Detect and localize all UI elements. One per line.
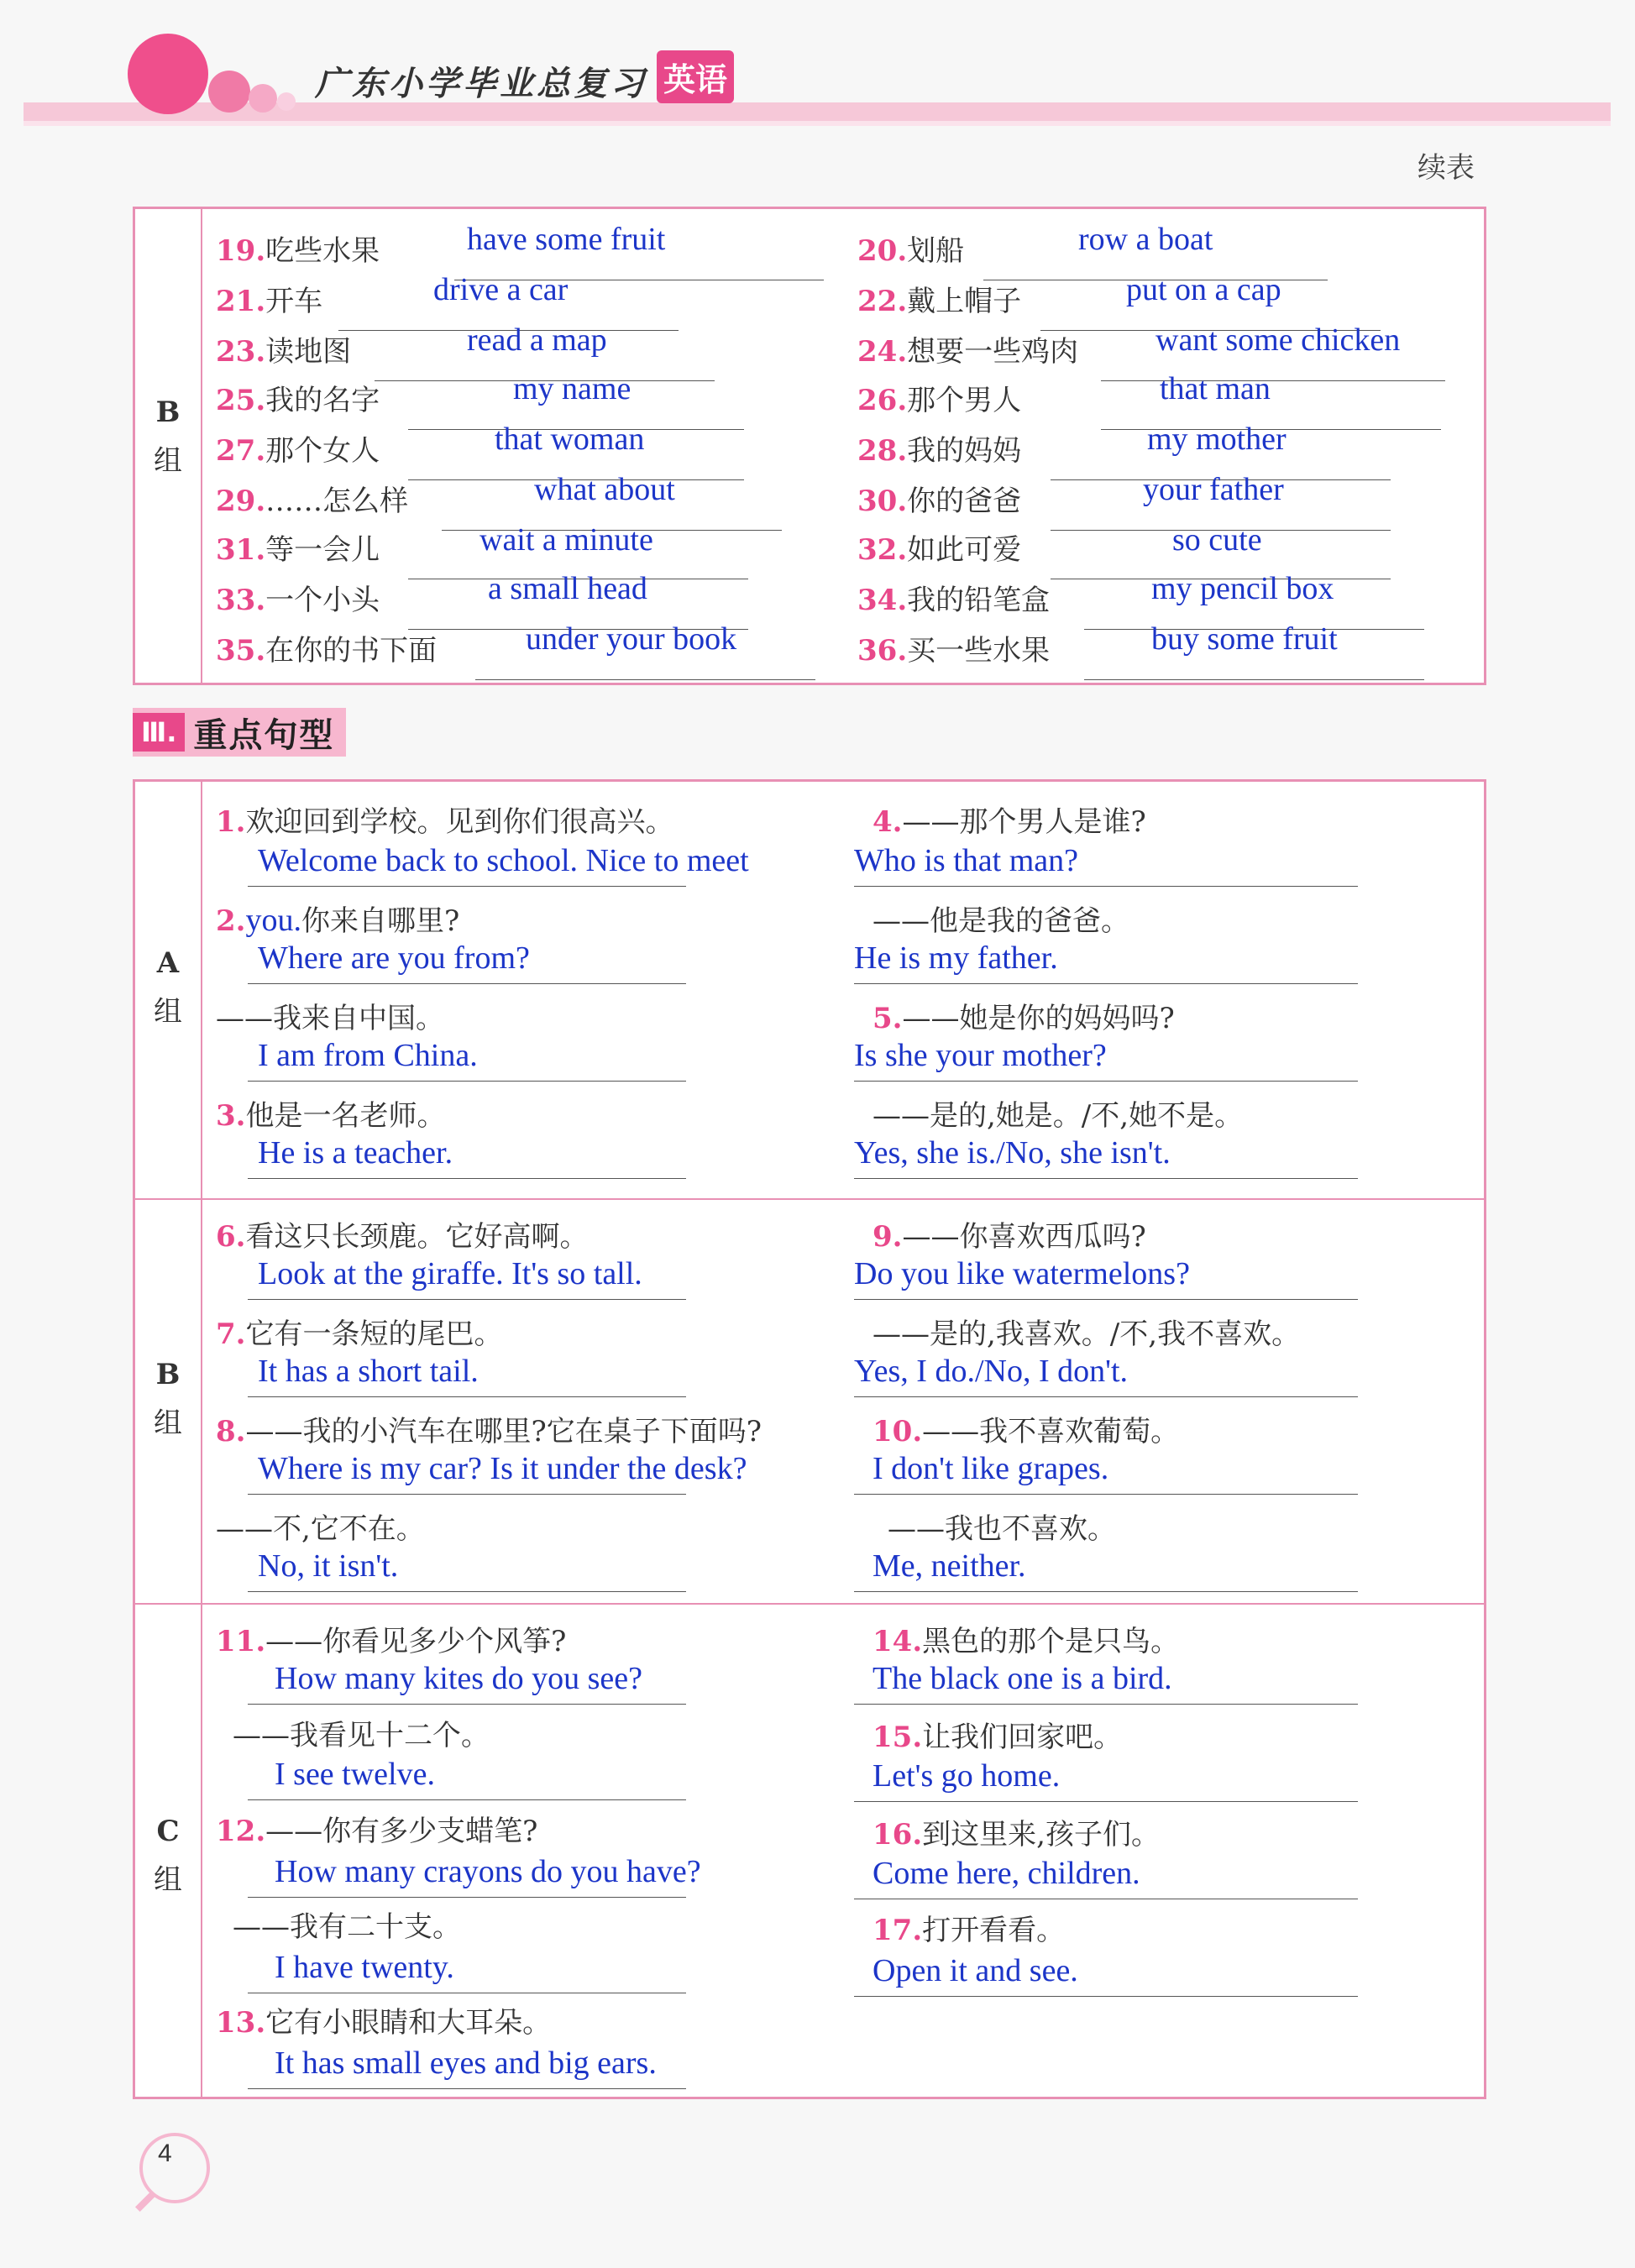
- answer-underline: [248, 1081, 686, 1082]
- item-number: 10.: [873, 1415, 923, 1448]
- sentence-answer: No, it isn't.: [258, 1548, 399, 1584]
- item-number: 36.: [857, 634, 908, 668]
- item-number: 26.: [857, 384, 908, 417]
- sentence-prompt: [873, 1618, 1179, 1659]
- header-circle-medium: [208, 71, 250, 113]
- prompt-chinese: 看这只长颈鹿。它好高啊。: [245, 1220, 589, 1254]
- vocab-item-prompt: [216, 526, 380, 568]
- sentence-answer: Yes, she is./No, she isn't.: [854, 1135, 1171, 1171]
- sentence-prompt: [888, 1506, 1116, 1547]
- item-number: 14.: [873, 1625, 923, 1658]
- sentence-prompt: [216, 995, 444, 1036]
- vocab-answer: my mother: [1147, 422, 1287, 457]
- sentence-prompt: [216, 1311, 503, 1352]
- prompt-chinese: 想要一些鸡肉: [907, 335, 1079, 369]
- prompt-chinese: 我的妈妈: [907, 434, 1022, 468]
- vocab-answer: under your book: [526, 621, 737, 657]
- sentence-prompt: [873, 799, 1146, 840]
- sentence-answer: Me, neither.: [873, 1548, 1026, 1584]
- item-number: 12.: [216, 1815, 266, 1848]
- vocab-item-prompt: [857, 478, 1021, 519]
- item-number: 15.: [873, 1721, 923, 1754]
- item-number: 8.: [216, 1415, 246, 1448]
- prompt-chinese: ——不,它不在。: [216, 1512, 425, 1546]
- vocab-answer: read a map: [467, 322, 607, 358]
- page-number-ring-handle: [135, 2192, 155, 2212]
- answer-underline: [854, 1494, 1358, 1495]
- item-number: 30.: [857, 485, 908, 518]
- vocab-answer: that man: [1160, 371, 1271, 406]
- vocab-item-prompt: [216, 627, 437, 668]
- vocab-item-prompt: [216, 427, 380, 469]
- vocab-answer: have some fruit: [467, 222, 666, 257]
- vocab-item-prompt: [216, 228, 380, 269]
- vocab-answer: so cute: [1172, 522, 1262, 558]
- prompt-chinese: 你的爸爸: [907, 485, 1022, 518]
- item-number: 31.: [216, 533, 266, 567]
- sentence-prompt: [873, 1213, 1146, 1254]
- sentence-answer: Open it and see.: [873, 1953, 1078, 1988]
- section-heading: [133, 708, 346, 757]
- item-number: 3.: [216, 1099, 246, 1133]
- answer-underline: [854, 1081, 1358, 1082]
- sentence-prompt: [216, 1618, 566, 1659]
- prompt-chinese: ——她是你的妈妈吗?: [902, 1002, 1175, 1035]
- item-number: 1.: [216, 805, 246, 839]
- prompt-chinese: ——是的,我喜欢。/不,我不喜欢。: [873, 1317, 1301, 1351]
- item-number: 13.: [216, 2006, 266, 2040]
- item-number: 17.: [873, 1914, 923, 1947]
- answer-underline: [854, 1704, 1358, 1705]
- sentence-answer: It has a short tail.: [258, 1354, 479, 1389]
- sentence-answer: How many kites do you see?: [275, 1661, 642, 1696]
- item-number: 35.: [216, 634, 266, 668]
- prompt-chinese: ——我来自中国。: [216, 1002, 444, 1035]
- prompt-chinese: 那个女人: [265, 434, 380, 468]
- vocab-answer: want some chicken: [1156, 322, 1401, 358]
- sentence-prompt: [873, 1092, 1243, 1134]
- item-number: 34.: [857, 584, 908, 617]
- prompt-chinese: 打开看看。: [922, 1914, 1066, 1947]
- prompt-chinese: ——我也不喜欢。: [888, 1512, 1116, 1546]
- sentence-answer: Do you like watermelons?: [854, 1256, 1190, 1291]
- sentence-prompt: [873, 1714, 1122, 1755]
- group-a-char: 组: [154, 995, 182, 1029]
- answer-underline: [854, 1299, 1358, 1300]
- sentence-answer: It has small eyes and big ears.: [275, 2045, 657, 2081]
- vocab-item-prompt: [216, 377, 380, 418]
- sentence-answer: Let's go home.: [873, 1758, 1061, 1794]
- item-number: 22.: [857, 285, 908, 318]
- page-number: 4: [158, 2140, 172, 2167]
- sentence-answer: Is she your mother?: [854, 1038, 1107, 1073]
- sentence-answer: Yes, I do./No, I don't.: [854, 1354, 1129, 1389]
- prompt-chinese: ——你有多少支蜡笔?: [265, 1815, 538, 1848]
- sentence-prompt: [873, 898, 1129, 939]
- prompt-chinese: 读地图: [265, 335, 352, 369]
- sentence-answer: I see twelve.: [275, 1757, 435, 1792]
- sentence-prompt: [873, 1811, 1160, 1852]
- sentence-answer: Where is my car? Is it under the desk?: [258, 1451, 747, 1486]
- vocab-item-prompt: [857, 627, 1050, 668]
- answer-underline: [248, 1591, 686, 1592]
- item-number: 27.: [216, 434, 266, 468]
- header-circle-small: [249, 84, 277, 113]
- answer-underline: [1084, 679, 1424, 680]
- sentence-answer: Where are you from?: [258, 940, 530, 976]
- answer-underline: [854, 1996, 1358, 1997]
- vocab-item-prompt: [857, 228, 964, 269]
- item-number: 7.: [216, 1317, 246, 1351]
- group-b-letter: B: [155, 1358, 181, 1391]
- vocab-item-prompt: [216, 478, 408, 519]
- prompt-chinese: ——他是我的爸爸。: [873, 904, 1129, 938]
- answer-underline: [1101, 380, 1445, 381]
- prompt-chinese: 你来自哪里?: [301, 904, 460, 938]
- group-b-char: 组: [154, 1406, 182, 1440]
- prompt-chinese: ——那个男人是谁?: [902, 805, 1146, 839]
- prompt-chinese: 那个男人: [907, 384, 1022, 417]
- vocab-answer: your father: [1143, 472, 1284, 507]
- vocab-item-prompt: [216, 278, 322, 319]
- vocab-answer: drive a car: [433, 272, 569, 307]
- answer-underline: [248, 1494, 686, 1495]
- answer-underline: [248, 1799, 686, 1800]
- sentence-answer: Come here, children.: [873, 1856, 1140, 1891]
- group-label-char: 组: [154, 444, 182, 478]
- answer-underline: [248, 886, 686, 887]
- item-number: 21.: [216, 285, 266, 318]
- item-number: 25.: [216, 384, 266, 417]
- prompt-chinese: 到这里来,孩子们。: [922, 1818, 1160, 1852]
- sentence-prompt: [216, 1213, 589, 1254]
- sentence-prompt: [216, 898, 459, 939]
- item-number: 5.: [873, 1002, 903, 1035]
- prompt-chinese: ——我的小汽车在哪里?它在桌子下面吗?: [245, 1415, 762, 1448]
- prompt-chinese: ——我有二十支。: [233, 1910, 461, 1944]
- answer-underline: [248, 1299, 686, 1300]
- prompt-chinese: ——我不喜欢葡萄。: [922, 1415, 1180, 1448]
- series-title: 广东小学毕业总复习: [315, 65, 647, 103]
- answer-underline: [248, 1396, 686, 1397]
- prompt-chinese: 我的铅笔盒: [907, 584, 1051, 617]
- prompt-chinese: 黑色的那个是只鸟。: [922, 1625, 1180, 1658]
- sentence-prompt: [233, 1904, 461, 1945]
- wrapped-answer-tail: you.: [245, 903, 301, 938]
- item-number: 24.: [857, 335, 908, 369]
- section-number: Ⅲ.: [133, 713, 185, 752]
- sentence-prompt: [216, 1808, 537, 1849]
- item-number: 9.: [873, 1220, 903, 1254]
- item-number: 29.: [216, 485, 266, 518]
- header-circle-tiny: [277, 92, 296, 111]
- answer-underline: [854, 1801, 1358, 1802]
- prompt-chinese: 它有小眼睛和大耳朵。: [265, 2006, 552, 2040]
- sentence-answer: I don't like grapes.: [873, 1451, 1109, 1486]
- prompt-chinese: ……怎么样: [265, 485, 409, 518]
- vocab-item-prompt: [857, 328, 1078, 369]
- sentence-prompt: [873, 1408, 1179, 1449]
- item-number: 33.: [216, 584, 266, 617]
- group-divider-ab: [135, 1198, 1484, 1200]
- prompt-chinese: ——是的,她是。/不,她不是。: [873, 1099, 1244, 1133]
- sentence-prompt: [216, 1506, 425, 1547]
- answer-underline: [854, 1396, 1358, 1397]
- prompt-chinese: 它有一条短的尾巴。: [245, 1317, 503, 1351]
- subject-badge: 英语: [657, 50, 734, 103]
- vocab-answer: buy some fruit: [1151, 621, 1338, 657]
- item-number: 20.: [857, 234, 908, 268]
- vocab-answer: wait a minute: [479, 522, 653, 558]
- group-c-letter: C: [156, 1815, 180, 1848]
- sentence-prompt: [233, 1712, 490, 1753]
- header-band-shade: [24, 121, 1611, 126]
- item-number: 2.: [216, 904, 246, 938]
- prompt-chinese: 吃些水果: [265, 234, 380, 268]
- sentence-prompt: [873, 1907, 1065, 1948]
- item-number: 28.: [857, 434, 908, 468]
- answer-underline: [475, 679, 815, 680]
- answer-underline: [854, 1178, 1358, 1179]
- vocab-item-prompt: [857, 427, 1021, 469]
- sentence-prompt: [216, 799, 674, 840]
- vocab-item-prompt: [857, 377, 1021, 418]
- sentence-answer: Welcome back to school. Nice to meet: [258, 843, 749, 878]
- prompt-chinese: ——我看见十二个。: [233, 1719, 490, 1752]
- sentence-prompt: [216, 1408, 762, 1449]
- sentence-prompt: [873, 1311, 1300, 1352]
- vocab-answer: a small head: [488, 571, 647, 606]
- answer-underline: [248, 1704, 686, 1705]
- item-number: 16.: [873, 1818, 923, 1852]
- group-c-char: 组: [154, 1863, 182, 1897]
- vocab-answer: what about: [534, 472, 675, 507]
- answer-underline: [854, 886, 1358, 887]
- prompt-chinese: 开车: [265, 285, 323, 318]
- sentence-answer: I have twenty.: [275, 1950, 454, 1985]
- sentence-answer: How many crayons do you have?: [275, 1854, 701, 1889]
- prompt-chinese: 划船: [907, 234, 965, 268]
- vocab-item-prompt: [857, 577, 1050, 618]
- group-divider-bc: [135, 1603, 1484, 1605]
- prompt-chinese: 买一些水果: [907, 634, 1051, 668]
- sentence-prompt: [216, 1092, 446, 1134]
- prompt-chinese: ——你看见多少个风筝?: [265, 1625, 567, 1658]
- vocab-answer: put on a cap: [1126, 272, 1281, 307]
- answer-underline: [248, 983, 686, 984]
- sentence-answer: Who is that man?: [854, 843, 1078, 878]
- prompt-chinese: 让我们回家吧。: [922, 1721, 1123, 1754]
- vocab-answer: row a boat: [1078, 222, 1213, 257]
- sentence-answer: The black one is a bird.: [873, 1661, 1172, 1696]
- vocab-answer: that woman: [495, 422, 645, 457]
- prompt-chinese: 一个小头: [265, 584, 380, 617]
- group-a-letter: A: [156, 946, 180, 980]
- vocab-item-prompt: [216, 328, 351, 369]
- vocab-item-prompt: [857, 278, 1021, 319]
- vocab-item-prompt: [216, 577, 380, 618]
- prompt-chinese: 如此可爱: [907, 533, 1022, 567]
- answer-underline: [854, 983, 1358, 984]
- prompt-chinese: 他是一名老师。: [245, 1099, 446, 1133]
- prompt-chinese: ——你喜欢西瓜吗?: [902, 1220, 1146, 1254]
- continued-label: 续表: [1418, 151, 1475, 185]
- header-circle-large: [128, 34, 208, 114]
- item-number: 32.: [857, 533, 908, 567]
- vocab-table: [133, 207, 1486, 685]
- sentence-answer: I am from China.: [258, 1038, 478, 1073]
- prompt-chinese: 欢迎回到学校。见到你们很高兴。: [245, 805, 674, 839]
- section-title: 重点句型: [193, 715, 335, 755]
- item-number: 23.: [216, 335, 266, 369]
- prompt-chinese: 等一会儿: [265, 533, 380, 567]
- item-number: 11.: [216, 1625, 266, 1658]
- answer-underline: [248, 1178, 686, 1179]
- answer-underline: [248, 2088, 686, 2089]
- item-number: 6.: [216, 1220, 246, 1254]
- answer-underline: [854, 1591, 1358, 1592]
- prompt-chinese: 戴上帽子: [907, 285, 1022, 318]
- vocab-item-prompt: [857, 526, 1021, 568]
- vocab-answer: my pencil box: [1151, 571, 1334, 606]
- sentence-prompt: [216, 1999, 551, 2040]
- sentence-table: [133, 779, 1486, 2099]
- vocab-answer: my name: [513, 371, 631, 406]
- group-label-letter: B: [155, 395, 181, 429]
- sentence-prompt: [873, 995, 1175, 1036]
- sentence-answer: He is my father.: [854, 940, 1058, 976]
- item-number: 19.: [216, 234, 266, 268]
- sentence-answer: He is a teacher.: [258, 1135, 453, 1171]
- answer-underline: [248, 1897, 686, 1898]
- sentence-answer: Look at the giraffe. It's so tall.: [258, 1256, 642, 1291]
- prompt-chinese: 我的名字: [265, 384, 380, 417]
- item-number: 4.: [873, 805, 903, 839]
- prompt-chinese: 在你的书下面: [265, 634, 438, 668]
